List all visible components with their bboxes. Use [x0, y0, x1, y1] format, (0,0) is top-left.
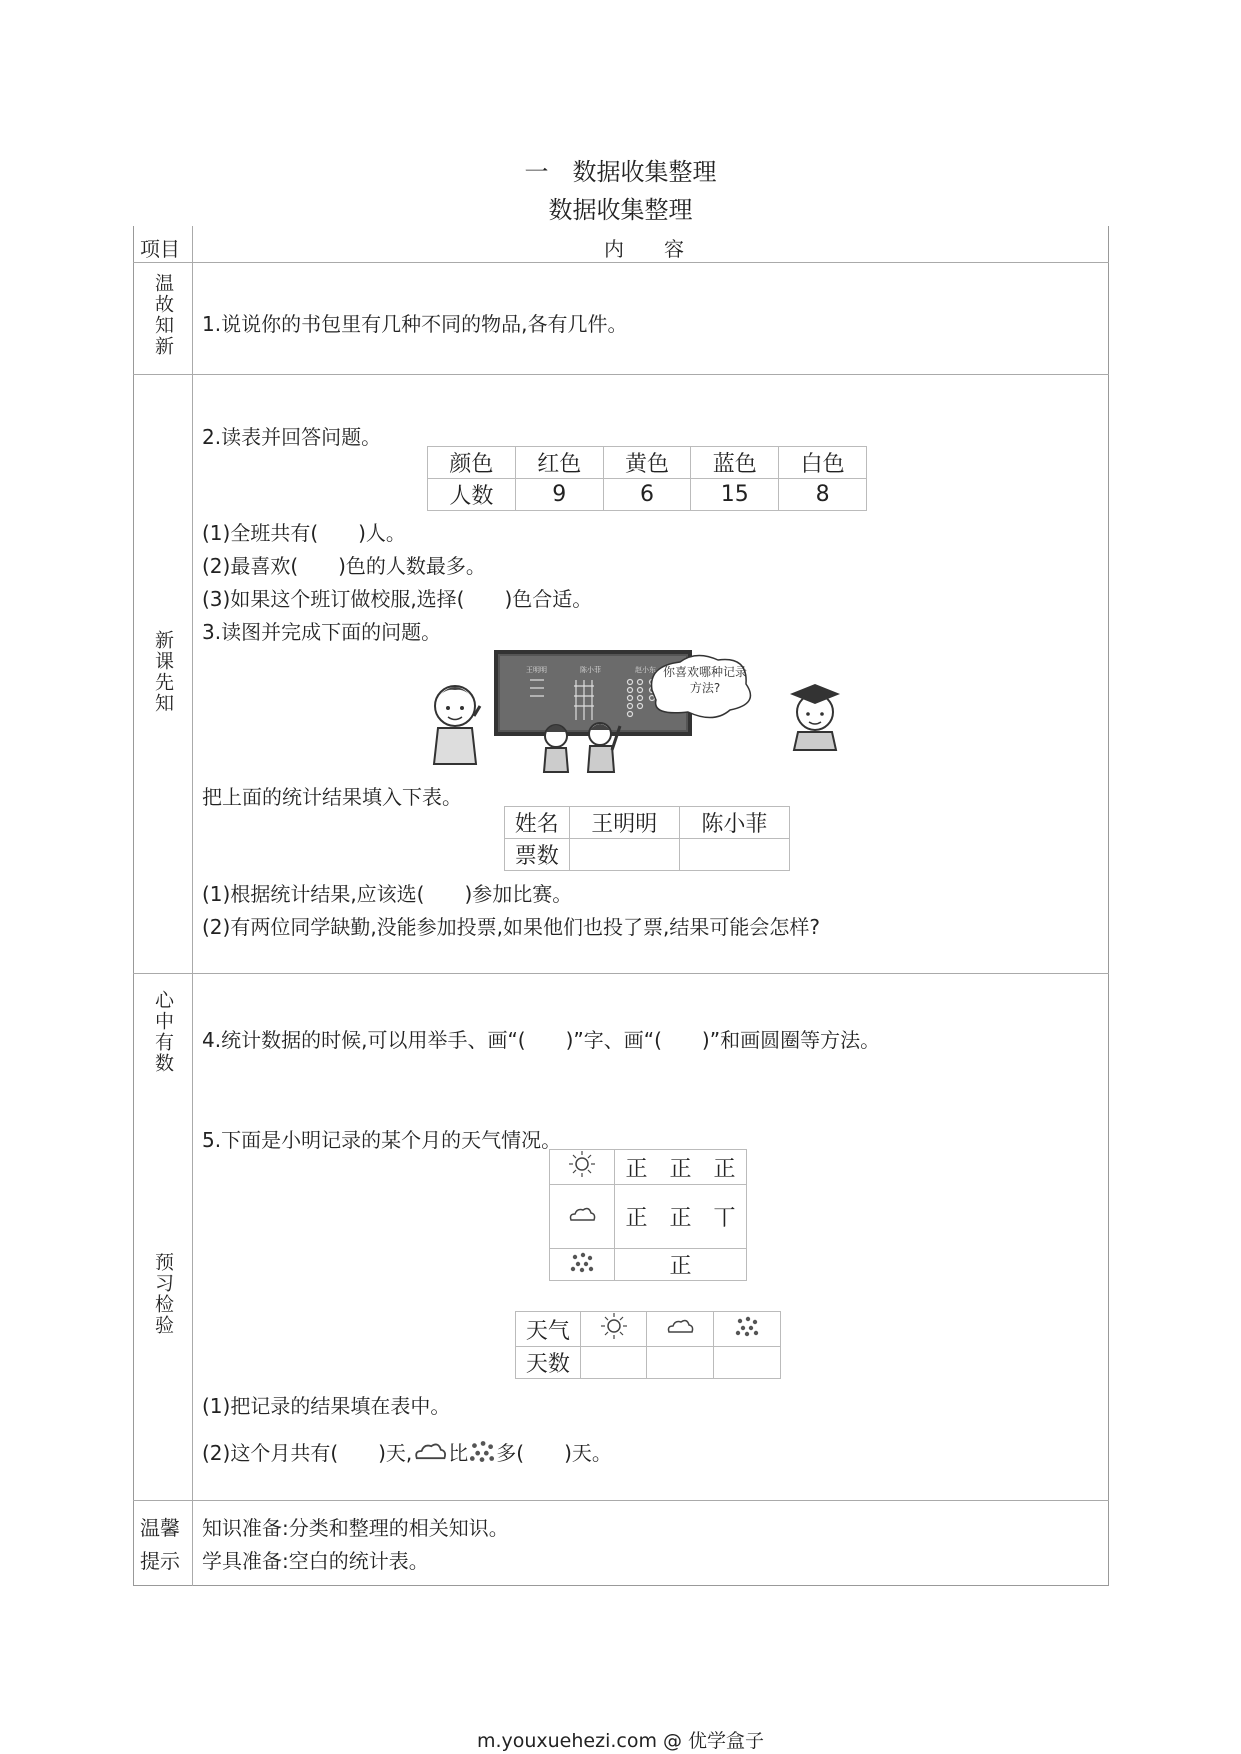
table-row-label: 天数: [516, 1347, 581, 1379]
answer-cell[interactable]: [679, 839, 789, 871]
table-cell: 6: [603, 479, 691, 511]
board-name-2: 陈小菲: [580, 666, 601, 674]
question-2-3: (3)如果这个班订做校服,选择( )色合适。: [202, 587, 593, 611]
color-table: [427, 446, 867, 511]
question-5-2-part-b: 比: [448, 1440, 469, 1465]
question-5-1: (1)把记录的结果填在表中。: [202, 1394, 451, 1418]
table-cell: 9: [515, 479, 603, 511]
section-label-tips-2: 提示: [140, 1549, 180, 1573]
question-2-1: (1)全班共有( )人。: [202, 521, 406, 545]
speech-bubble-text: 你喜欢哪种记录方法?: [662, 665, 747, 695]
question-3-1: (1)根据统计结果,应该选( )参加比赛。: [202, 882, 573, 906]
column-divider: [192, 226, 193, 1586]
section-label-mind: 心中有数: [152, 990, 174, 1074]
table-header: 王明明: [569, 807, 679, 839]
vote-table: [504, 806, 790, 871]
header-item: 项目: [140, 237, 180, 261]
table-header: 红色: [515, 447, 603, 479]
table-cell: 8: [779, 479, 867, 511]
weather-table: [515, 1311, 781, 1379]
question-2: 2.读表并回答问题。: [202, 425, 382, 449]
question-4: 4.统计数据的时候,可以用举手、画“( )”字、画“( )”和画圆圈等方法。: [202, 1028, 881, 1052]
snow-icon: [550, 1249, 615, 1281]
table-header: 蓝色: [691, 447, 779, 479]
section-label-tips-1: 温馨: [140, 1516, 180, 1540]
speech-bubble: [652, 655, 751, 717]
board-name-1: 王明明: [526, 666, 547, 674]
snow-icon: [468, 1436, 496, 1466]
tip-materials: 学具准备:空白的统计表。: [202, 1549, 429, 1573]
table-cell: 15: [691, 479, 779, 511]
question-5-2-part-a: (2)这个月共有( )天,: [202, 1440, 413, 1465]
page-title: 一 数据收集整理: [524, 158, 717, 186]
table-row-label: 票数: [505, 839, 570, 871]
answer-cell[interactable]: [647, 1347, 714, 1379]
section-label-check: 预习检验: [152, 1252, 174, 1336]
classroom-illustration: [430, 646, 870, 776]
row-divider: [133, 374, 1109, 375]
question-3-2: (2)有两位同学缺勤,没能参加投票,如果他们也投了票,结果可能会怎样?: [202, 915, 821, 939]
question-3: 3.读图并完成下面的问题。: [202, 620, 442, 644]
row-divider: [133, 973, 1109, 974]
table-header: 颜色: [428, 447, 516, 479]
board-name-3: 赵小东: [635, 666, 656, 674]
answer-cell[interactable]: [714, 1347, 781, 1379]
header-content: 内 容: [604, 237, 684, 261]
question-2-2: (2)最喜欢( )色的人数最多。: [202, 554, 486, 578]
answer-cell[interactable]: [569, 839, 679, 871]
sun-icon: [580, 1312, 647, 1347]
answer-cell[interactable]: [580, 1347, 647, 1379]
row-divider: [133, 262, 1109, 263]
cloud-icon: [412, 1439, 448, 1463]
fill-instruction: 把上面的统计结果填入下表。: [202, 785, 462, 809]
tip-knowledge: 知识准备:分类和整理的相关知识。: [202, 1516, 509, 1540]
snow-icon: [714, 1312, 781, 1347]
cloud-icon: [647, 1312, 714, 1347]
table-row-label: 天气: [516, 1312, 581, 1347]
tally-cell: 正: [615, 1249, 747, 1281]
table-header: 白色: [779, 447, 867, 479]
page-subtitle: 数据收集整理: [548, 196, 693, 224]
girl-at-board-figure: [544, 725, 568, 772]
tally-cell: 正 正 丅: [615, 1185, 747, 1249]
question-1: 1.说说你的书包里有几种不同的物品,各有几件。: [202, 312, 628, 336]
row-divider: [133, 1500, 1109, 1501]
graduate-figure: [790, 684, 840, 750]
question-5-2-part-c: 多( )天。: [496, 1440, 612, 1465]
table-header: 姓名: [505, 807, 570, 839]
tally-table: [549, 1149, 747, 1281]
table-header: 黄色: [603, 447, 691, 479]
table-row-label: 人数: [428, 479, 516, 511]
question-5: 5.下面是小明记录的某个月的天气情况。: [202, 1128, 562, 1152]
table-header: 陈小菲: [679, 807, 789, 839]
footer-watermark: m.youxuehezi.com @ 优学盒子: [476, 1730, 765, 1752]
sun-icon: [550, 1150, 615, 1185]
section-label-review: 温故知新: [152, 273, 174, 357]
tally-cell: 正 正 正: [615, 1150, 747, 1185]
question-5-2: [202, 1436, 612, 1466]
section-label-preview: 新课先知: [152, 630, 174, 714]
cloud-icon: [550, 1185, 615, 1249]
boy-left-figure: [434, 686, 480, 764]
